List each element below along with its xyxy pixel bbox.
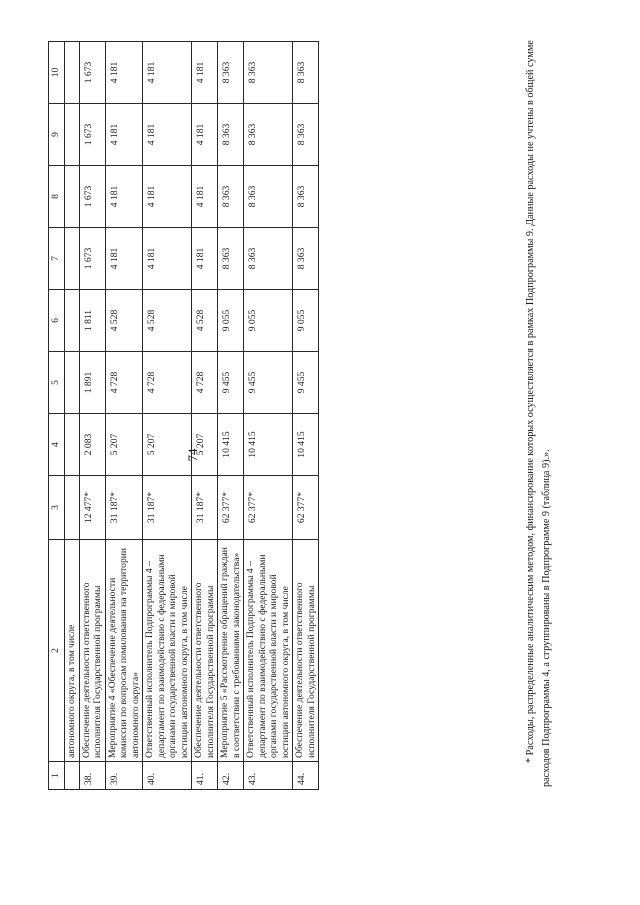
table-header-row — [49, 42, 65, 790]
row-value: 9 055 — [244, 290, 293, 352]
row-value: 4 528 — [192, 290, 218, 352]
column-header: 8 — [49, 166, 65, 228]
row-value: 4 181 — [105, 166, 143, 228]
row-value: 8 363 — [293, 42, 319, 104]
row-value: 1 673 — [79, 228, 105, 290]
row-value: 4 728 — [143, 352, 192, 414]
row-value: 4 181 — [192, 166, 218, 228]
row-number: 39. — [105, 762, 143, 790]
table-body — [65, 42, 319, 790]
row-value: 4 181 — [105, 104, 143, 166]
row-value: 62 377* — [218, 476, 244, 540]
row-value — [65, 228, 80, 290]
row-value — [65, 290, 80, 352]
table-row — [218, 42, 244, 790]
row-number — [65, 762, 80, 790]
row-value: 8 363 — [244, 166, 293, 228]
table-row — [65, 42, 80, 790]
row-number: 44. — [293, 762, 319, 790]
row-value: 4 528 — [105, 290, 143, 352]
row-value: 8 363 — [293, 104, 319, 166]
row-value: 5 207 — [143, 414, 192, 476]
row-value — [65, 166, 80, 228]
row-value — [65, 352, 80, 414]
row-value: 8 363 — [218, 166, 244, 228]
row-description: Обеспечение деятельности ответственного исполнителя Государственной программы — [293, 540, 319, 762]
column-header: 3 — [49, 476, 65, 540]
row-value — [65, 476, 80, 540]
row-description: Мероприятие 5 «Рассмотрение обращений граждан в соответствии с требованиями законодательства» — [218, 540, 244, 762]
row-description: автономного округа, в том числе — [65, 540, 80, 762]
row-value: 4 181 — [143, 104, 192, 166]
row-number: 40. — [143, 762, 192, 790]
column-header: 4 — [49, 414, 65, 476]
row-description: Мероприятие 4 «Обеспечение деятельности комиссии по вопросам помилования на территории автономного округа» — [105, 540, 143, 762]
row-value: 31 187* — [143, 476, 192, 540]
row-value: 8 363 — [244, 42, 293, 104]
row-value: 4 181 — [143, 166, 192, 228]
row-value: 4 181 — [192, 42, 218, 104]
row-value: 4 181 — [105, 228, 143, 290]
row-value: 4 728 — [105, 352, 143, 414]
row-value: 9 055 — [218, 290, 244, 352]
row-value: 8 363 — [218, 104, 244, 166]
column-header: 1 — [49, 762, 65, 790]
row-value: 1 673 — [79, 104, 105, 166]
row-value: 10 415 — [244, 414, 293, 476]
table-row — [143, 42, 192, 790]
column-header: 9 — [49, 104, 65, 166]
table-row — [192, 42, 218, 790]
row-description: Ответственный исполнитель Подпрограммы 4 – департамент по взаимодействию с федеральными органами государственной власти и мировой юстиции автономного округа, в том числе — [143, 540, 192, 762]
row-number: 41. — [192, 762, 218, 790]
row-value: 8 363 — [218, 42, 244, 104]
table-row — [79, 42, 105, 790]
budget-table — [48, 41, 319, 790]
row-value: 4 528 — [143, 290, 192, 352]
row-value: 4 181 — [105, 42, 143, 104]
row-value: 1 673 — [79, 42, 105, 104]
row-value: 4 181 — [192, 104, 218, 166]
row-value: 62 377* — [244, 476, 293, 540]
row-value: 1 891 — [79, 352, 105, 414]
row-value: 2 083 — [79, 414, 105, 476]
row-description: Ответственный исполнитель Подпрограммы 4 – департамент по взаимодействию с федеральными органами государственной власти и мировой юстиции автономного округа, в том числе — [244, 540, 293, 762]
row-number: 38. — [79, 762, 105, 790]
footnote: * Расходы, распределенные аналитическим методом, финансирование которых осуществляется в рамках Подпрограммы 9. Данные расходы не учтены в общей сумме расходов Подпрограммы 4, а сгруппированы в Подпрограмме 9 (таблица 9).». — [525, 40, 552, 787]
row-value: 62 377* — [293, 476, 319, 540]
table-row — [293, 42, 319, 790]
row-number: 43. — [244, 762, 293, 790]
row-value: 9 455 — [244, 352, 293, 414]
row-description: Обеспечение деятельности ответственного исполнителя Государственной программы — [192, 540, 218, 762]
column-header: 7 — [49, 228, 65, 290]
row-value — [65, 414, 80, 476]
row-description: Обеспечение деятельности ответственного исполнителя Государственной программы — [79, 540, 105, 762]
row-value: 10 415 — [218, 414, 244, 476]
row-value: 4 728 — [192, 352, 218, 414]
row-value: 5 207 — [192, 414, 218, 476]
row-value: 9 055 — [293, 290, 319, 352]
row-value — [65, 104, 80, 166]
row-value: 8 363 — [244, 228, 293, 290]
column-header: 10 — [49, 42, 65, 104]
table-row — [244, 42, 293, 790]
row-value: 12 477* — [79, 476, 105, 540]
table-row — [105, 42, 143, 790]
row-value: 4 181 — [143, 228, 192, 290]
row-value — [65, 42, 80, 104]
row-value: 10 415 — [293, 414, 319, 476]
row-value: 4 181 — [192, 228, 218, 290]
row-value: 9 455 — [293, 352, 319, 414]
row-value: 31 187* — [192, 476, 218, 540]
row-value: 8 363 — [293, 228, 319, 290]
column-header: 6 — [49, 290, 65, 352]
row-value: 9 455 — [218, 352, 244, 414]
row-value: 8 363 — [218, 228, 244, 290]
row-value: 1 673 — [79, 166, 105, 228]
row-value: 5 207 — [105, 414, 143, 476]
row-value: 8 363 — [244, 104, 293, 166]
page-number: 74 — [185, 448, 200, 462]
row-value: 1 811 — [79, 290, 105, 352]
column-header: 5 — [49, 352, 65, 414]
row-value: 8 363 — [293, 166, 319, 228]
row-value: 31 187* — [105, 476, 143, 540]
row-value: 4 181 — [143, 42, 192, 104]
row-number: 42. — [218, 762, 244, 790]
column-header: 2 — [49, 540, 65, 762]
